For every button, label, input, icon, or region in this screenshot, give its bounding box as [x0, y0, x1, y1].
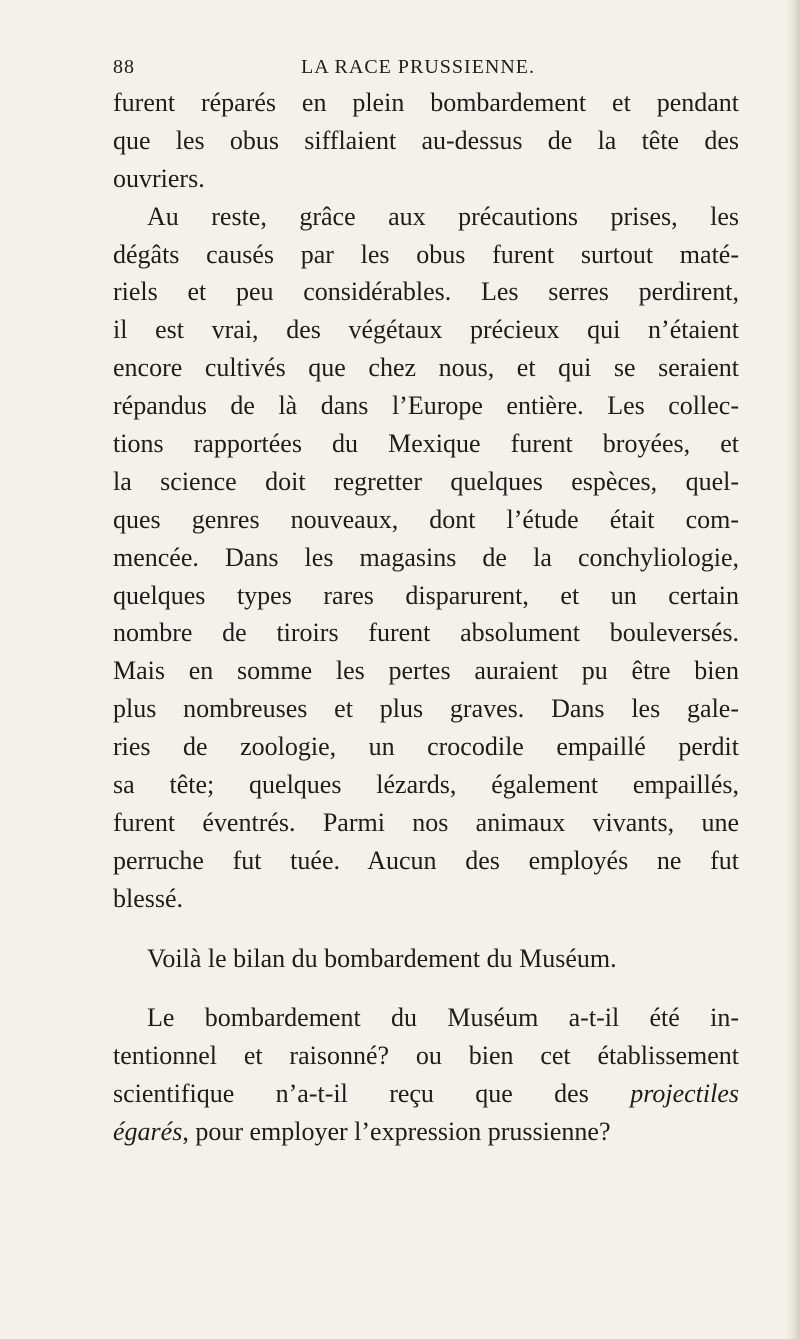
text-line: riels et peu considérables. Les serres perdirent, [113, 277, 739, 307]
paragraph-2 [113, 198, 739, 918]
running-title: LA RACE PRUSSIENNE. [300, 56, 536, 78]
running-head [113, 56, 723, 86]
text-line: ries de zoologie, un crocodile empaillé perdit [113, 732, 739, 762]
text-line: encore cultivés que chez nous, et qui se seraient [113, 353, 739, 383]
body-text [113, 84, 739, 1151]
text-line: ques genres nouveaux, dont l’étude était com- [113, 504, 739, 534]
text-line: tions rapportées du Mexique furent broyées, et [113, 429, 739, 459]
italic-word: projectiles [630, 1079, 739, 1109]
text-line: Le bombardement du Muséum a-t-il été in- [147, 1003, 739, 1033]
text-line: quelques types rares disparurent, et un certain [113, 580, 739, 610]
text-line: tentionnel et raisonné? ou bien cet établissement [113, 1041, 739, 1071]
italic-word: égarés [113, 1117, 183, 1147]
paragraph-spacer [113, 977, 739, 999]
text-line: furent éventrés. Parmi nos animaux vivants, une [113, 807, 739, 837]
text-line: furent réparés en plein bombardement et pendant [113, 88, 739, 117]
text-line: Voilà le bilan du bombardement du Muséum. [147, 943, 617, 973]
text-line: mencée. Dans les magasins de la conchyliologie, [113, 542, 739, 572]
text-line: plus nombreuses et plus graves. Dans les gale- [113, 694, 739, 724]
paragraph-1 [113, 84, 739, 198]
page-edge-shadow [786, 0, 800, 1339]
text-line: répandus de là dans l’Europe entière. Les collec- [113, 391, 739, 421]
paragraph-4 [113, 999, 739, 1151]
text-line: blessé. [113, 883, 184, 913]
text-line: il est vrai, des végétaux précieux qui n’étaient [113, 315, 739, 345]
text-line-with-italic [113, 1113, 739, 1151]
text-line: la science doit regretter quelques espèces, quel- [113, 466, 739, 496]
text-line: perruche fut tuée. Aucun des employés ne fut [113, 845, 739, 875]
text-line: Au reste, grâce aux précautions prises, les [147, 201, 739, 231]
text-line: sa tête; quelques lézards, également empaillés, [113, 770, 739, 800]
text-segment: , pour employer l’expression prussienne? [182, 1117, 611, 1147]
text-line: que les obus sifflaient au-dessus de la tête des [113, 125, 739, 155]
paragraph-spacer [113, 918, 739, 940]
text-line-with-italic [113, 1075, 739, 1113]
text-line: Mais en somme les pertes auraient pu être bien [113, 656, 739, 686]
text-line: ouvriers. [113, 163, 205, 193]
text-line: nombre de tiroirs furent absolument bouleversés. [113, 618, 739, 648]
text-segment: scientifique n’a-t-il reçu que des [113, 1079, 589, 1109]
text-line: dégâts causés par les obus furent surtout maté- [113, 239, 739, 269]
page-number: 88 [113, 56, 135, 78]
paragraph-3 [113, 940, 739, 978]
